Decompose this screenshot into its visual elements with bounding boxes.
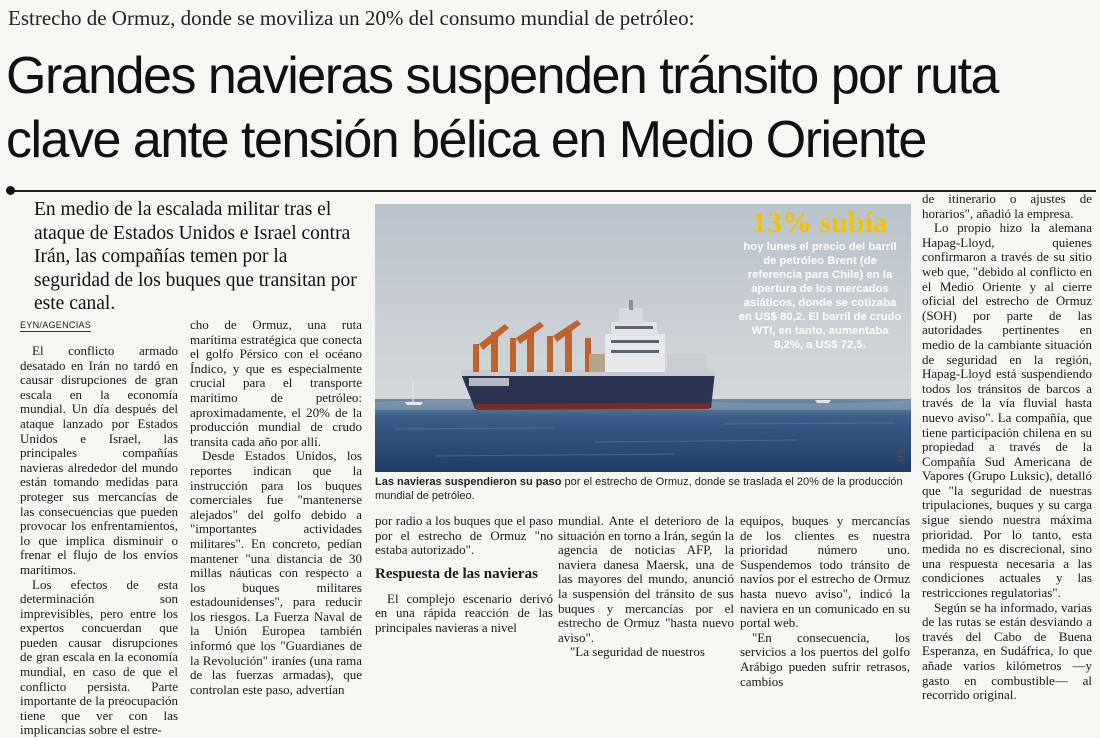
- column-1: [20, 344, 178, 738]
- paragraph: "La seguridad de nuestros: [558, 645, 734, 660]
- callout-figure: 13% subía: [738, 206, 902, 240]
- callout-text: hoy lunes el precio del barril de petróleo Brent (de referencia para Chile) en la apertura de los mercados asiáticos, donde se cotizaba en US$ 80,2. El barril de crudo WTI, en tanto, aumentaba 8,2%, a US$ 72,5.: [738, 240, 902, 352]
- subheading: Respuesta de las navieras: [375, 566, 553, 582]
- column-6: [922, 192, 1092, 703]
- byline: EYN/AGENCIAS: [20, 320, 91, 332]
- column-4: [558, 514, 734, 660]
- paragraph: El complejo escenario derivó en una rápida reacción de las principales navieras a nivel: [375, 592, 553, 636]
- caption-lead: Las navieras suspendieron su paso: [375, 476, 561, 488]
- paragraph: cho de Ormuz, una ruta marítima estratégica que conecta el golfo Pérsico con el océano Índico, y que es especialmente crucial para el transporte marítimo de petróleo: aproximadamente, el 20% de la producción mundial de crudo transita cada año por allí.: [190, 318, 362, 449]
- paragraph: Los efectos de esta determinación son imprevisibles, pero entre los expertos concuerdan que pueden causar disrupciones de gran escala en la economía mundial, en caso de que el conflicto persista. Parte importante de la preocupación tiene que ver con las implicancias sobre el estre-: [20, 578, 178, 738]
- caption-text: por el estrecho de Ormuz, donde se traslada el 20% de la producción mundial de petróleo.: [375, 476, 903, 502]
- paragraph: de itinerario o ajustes de horarios", añadió la empresa.: [922, 192, 1092, 221]
- paragraph: mundial. Ante el deterioro de la situación en torno a Irán, según la agencia de noticias AFP, la naviera danesa Maersk, una de las mayores del mundo, anunció la suspensión del tránsito de sus buques y mercancías por el estrecho de Ormuz "hasta nuevo aviso".: [558, 514, 734, 645]
- paragraph: El conflicto armado desatado en Irán no tardó en causar disrupciones de gran escala en la economía mundial. Un día después del ataque lanzado por Estados Unidos e Israel, las principales compañías navieras alrededor del mundo están tomando medidas para proteger sus mercancías de las consecuencias que pueden provocar los enfrentamientos, lo que implica disminuir o frenar el flujo de los envíos marítimos.: [20, 344, 178, 578]
- column-3: [375, 514, 553, 636]
- price-callout: [738, 206, 902, 352]
- kicker: Estrecho de Ormuz, donde se moviliza un 20% del consumo mundial de petróleo:: [8, 6, 1098, 31]
- headline: Grandes navieras suspenden tránsito por ruta clave ante tensión bélica en Medio Oriente: [6, 44, 1098, 172]
- paragraph: "En consecuencia, los servicios a los puertos del golfo Arábigo pueden sufrir retrasos, cambios: [740, 631, 910, 689]
- lead-paragraph: En medio de la escalada militar tras el ataque de Estados Unidos e Israel contra Irán, las compañías temen por la seguridad de los buques que transitan por este canal.: [34, 198, 364, 316]
- paragraph: Lo propio hizo la alemana Hapag-Lloyd, quienes confirmaron a través de su sitio web que, "debido al conflicto en el Medio Oriente y al cierre oficial del estrecho de Ormuz (SOH) por parte de las autoridades pertinentes en medio de la cambiante situación de seguridad en la región, Hapag-Lloyd está suspendiendo todos los tránsitos de barcos a través de la vía fluvial hasta nuevo aviso". La compañía, que tiene participación chilena en su propiedad a través de la Compañía Sud Americana de Vapores (Grupo Luksic), detalló que "la seguridad de nuestras tripulaciones, buques y su carga sigue siendo nuestra máxima prioridad. Por lo tanto, esta medida no es discrecional, sino una respuesta necesaria a las condiciones actuales y las restricciones regulatorias".: [922, 221, 1092, 600]
- paragraph: Desde Estados Unidos, los reportes indican que la instrucción para los buques comerciales fue "mantenerse alejados" del golfo debido a "importantes actividades militares". En concreto, pedían mantener "una distancia de 30 millas náuticas con respecto a los buques militares estadounidenses", para reducir los riesgos. La Fuerza Naval de la Unión Europea también informó que los "Guardianes de la Revolución" iraníes (una rama de las fuerzas armadas), que controlan este paso, advertían: [190, 449, 362, 697]
- photo-credit: EFE: [898, 448, 905, 462]
- column-2: [190, 318, 362, 697]
- photo-caption: [375, 476, 911, 503]
- paragraph: equipos, buques y mercancías de los clientes es nuestra prioridad número uno. Suspendemos todo tránsito de navíos por el estrecho de Ormuz hasta nuevo aviso", indicó la naviera en un comunicado en su portal web.: [740, 514, 910, 631]
- column-5: [740, 514, 910, 689]
- paragraph: Según se ha informado, varias de las rutas se están desviando a través del Cabo de Buena Esperanza, en Sudáfrica, lo que añade varios kilómetros —y gasto en combustible— al recorrido original.: [922, 601, 1092, 703]
- paragraph: por radio a los buques que el paso por el estrecho de Ormuz "no estaba autorizado".: [375, 514, 553, 558]
- rule-bullet: [6, 186, 15, 195]
